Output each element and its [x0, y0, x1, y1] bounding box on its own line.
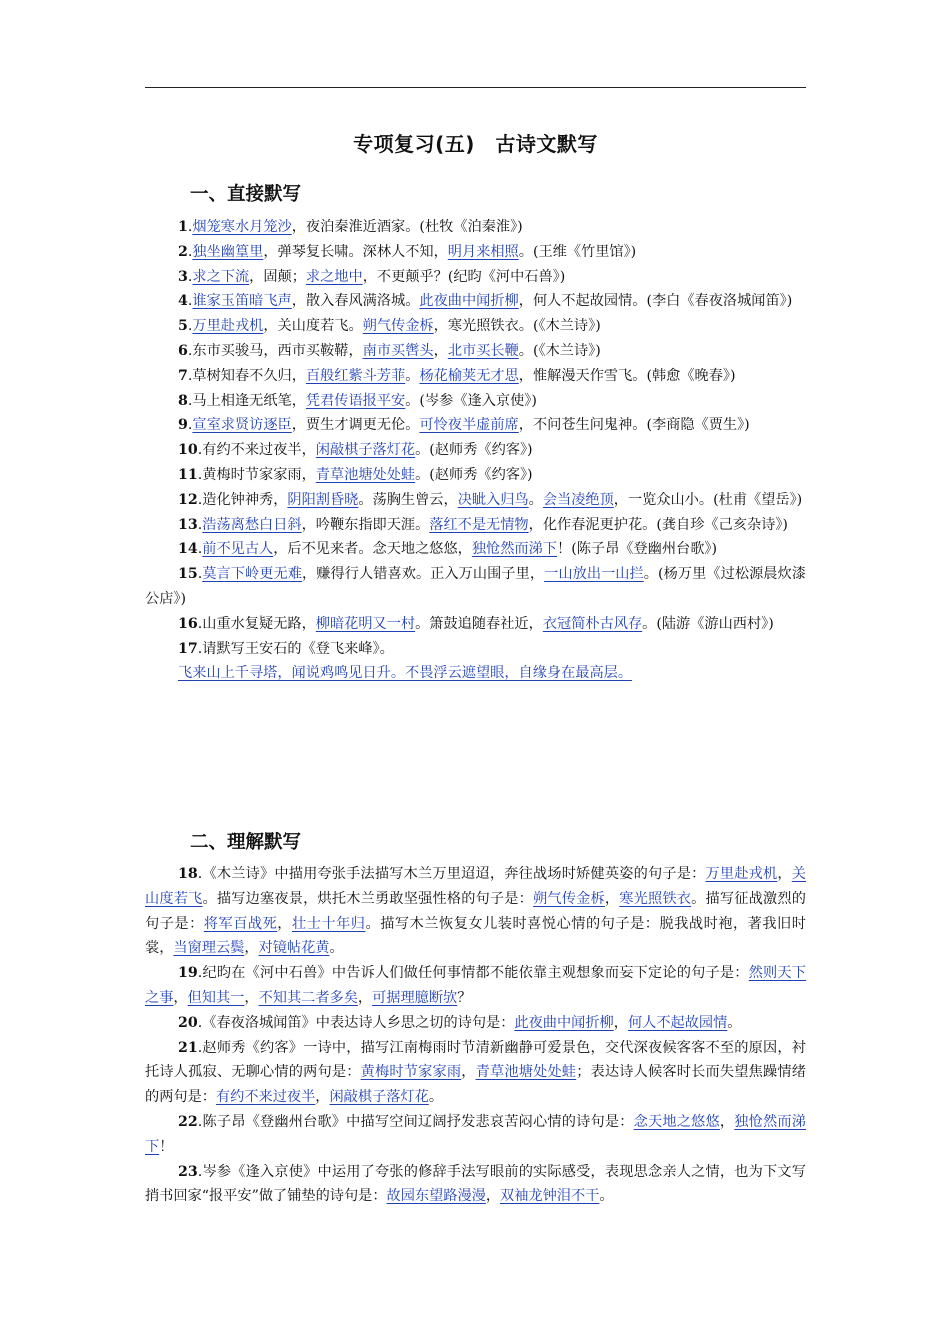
- header-rule: [145, 87, 806, 88]
- question-5: 5.万里赴戎机，关山度若飞。朔气传金柝，寒光照铁衣。(《木兰诗》): [178, 318, 601, 335]
- question-23: 23.岑参《逢入京使》中运用了夸张的修辞手法写眼前的实际感受，表现思念亲人之情，也为下文写捎书回家“报平安”做了铺垫的诗句是：故园东望路漫漫，双袖龙钟泪不干。: [145, 1163, 806, 1205]
- question-4: 4.谁家玉笛暗飞声，散入春风满洛城。此夜曲中闻折柳，何人不起故园情。(李白《春夜洛城闻笛》): [178, 293, 793, 310]
- question-14: 14.前不见古人，后不见来者。念天地之悠悠，独怆然而涕下！(陈子昂《登幽州台歌》): [178, 541, 718, 558]
- question-18: 18.《木兰诗》中描用夸张手法描写木兰万里迢迢，奔往战场时矫健英姿的句子是：万里赴戎机，关山度若飞。描写边塞夜景，烘托木兰勇敢坚强性格的句子是：朔气传金柝，寒光照铁衣。描写征战激烈的句子是：将军百战死，壮士十年归。描写木兰恢复女儿装时喜悦心情的句子是：脱我战时袍，著我旧时裳，当窗理云鬓，对镜帖花黄。: [145, 866, 806, 957]
- question-2: 2.独坐幽篁里，弹琴复长啸。深林人不知，明月来相照。(王维《竹里馆》): [178, 243, 637, 260]
- question-22: 22.陈子昂《登幽州台歌》中描写空间辽阔抒发悲哀苦闷心情的诗句是：念天地之悠悠，独怆然而涕下！: [145, 1113, 806, 1155]
- question-19: 19.纪昀在《河中石兽》中告诉人们做任何事情都不能依靠主观想象而妄下定论的句子是：然则天下之事，但知其一，不知其二者多矣，可据理臆断欤？: [145, 965, 806, 1006]
- question-15: 15.莫言下岭更无难，赚得行人错喜欢。正入万山围子里，一山放出一山拦。(杨万里《过松源晨炊漆公店》): [145, 566, 806, 607]
- question-13: 13.浩荡离愁白日斜，吟鞭东指即天涯。落红不是无情物，化作春泥更护花。(龚自珍《己亥杂诗》): [178, 516, 788, 533]
- question-17: 17.请默写王安石的《登飞来峰》。: [178, 640, 394, 657]
- question-20: 20.《春夜洛城闻笛》中表达诗人乡思之切的诗句是：此夜曲中闻折柳，何人不起故园情。: [178, 1014, 742, 1031]
- answer-17: 飞来山上千寻塔，闻说鸡鸣见日升。不畏浮云遮望眼，自缘身在最高层。: [178, 665, 633, 682]
- question-10: 10.有约不来过夜半，闲敲棋子落灯花。(赵师秀《约客》): [178, 442, 533, 459]
- question-6: 6.东市买骏马，西市买鞍鞯，南市买辔头，北市买长鞭。(《木兰诗》): [178, 342, 601, 359]
- question-7: 7.草树知春不久归，百般红紫斗芳菲。杨花榆荚无才思，惟解漫天作雪飞。(韩愈《晚春》): [178, 367, 736, 384]
- section-comprehension-questions: [145, 862, 806, 1209]
- section-direct-questions: [145, 215, 806, 686]
- question-9: 9.宣室求贤访逐臣，贾生才调更无伦。可怜夜半虚前席，不问苍生问鬼神。(李商隐《贾生》): [178, 417, 750, 434]
- section-heading-direct: 一、直接默写: [190, 184, 302, 205]
- page-title: 专项复习(五) 古诗文默写: [353, 132, 598, 156]
- question-8: 8.马上相逢无纸笔，凭君传语报平安。(岑参《逢入京使》): [178, 392, 537, 409]
- question-16: 16.山重水复疑无路，柳暗花明又一村。箫鼓追随春社近，衣冠简朴古风存。(陆游《游山西村》): [178, 615, 774, 632]
- question-3: 3.求之下流，固颠；求之地中，不更颠乎？(纪昀《河中石兽》): [178, 268, 566, 285]
- question-12: 12.造化钟神秀，阴阳割昏晓。荡胸生曾云，决眦入归鸟。会当凌绝顶，一览众山小。(杜甫《望岳》): [178, 491, 803, 508]
- question-11: 11.黄梅时节家家雨，青草池塘处处蛙。(赵师秀《约客》): [178, 466, 533, 483]
- section-heading-comprehension: 二、理解默写: [190, 832, 302, 853]
- question-1: 1.烟笼寒水月笼沙，夜泊秦淮近酒家。(杜牧《泊秦淮》): [178, 219, 523, 235]
- question-21: 21.赵师秀《约客》一诗中，描写江南梅雨时节清新幽静可爱景色，交代深夜候客客不至的原因，衬托诗人孤寂、无聊心情的两句是：黄梅时节家家雨，青草池塘处处蛙；表达诗人候客时长而失望焦躁情绪的两句是：有约不来过夜半，闲敲棋子落灯花。: [145, 1039, 806, 1106]
